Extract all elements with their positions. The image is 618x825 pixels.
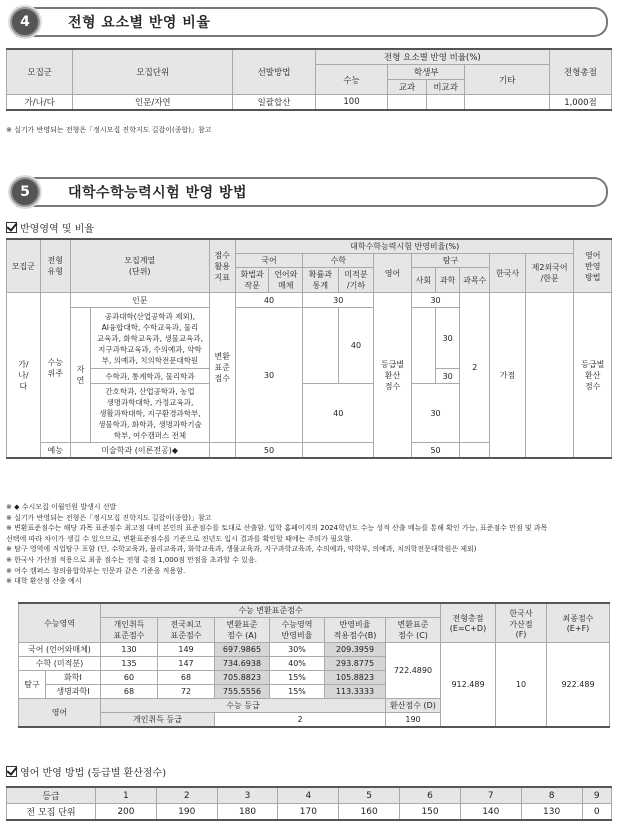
row-area: 국어 (언어와매체) — [19, 643, 101, 657]
col-korean-1: 화법과 작문 — [235, 268, 269, 293]
cell-total: 1,000점 — [549, 95, 611, 111]
col-group: 모집군 — [7, 49, 73, 95]
note-line: ※ 여수 캠퍼스 창의융합학부는 인문과 같은 기준을 적용함. — [6, 566, 186, 575]
col-history: 한국사 — [490, 254, 526, 293]
col-korean-2: 언어와 매체 — [269, 268, 303, 293]
row-label: 전 모집 단위 — [7, 804, 96, 821]
cell-second-language — [525, 293, 574, 459]
cell-c6: 722.4890 — [386, 643, 441, 699]
cell-m1-jayeon — [303, 308, 339, 384]
col-area: 수능영역 — [19, 603, 101, 643]
grade-2: 2 — [156, 787, 217, 804]
col-final: 최종점수 (E+F) — [547, 603, 610, 643]
row-c4: 40% — [270, 657, 325, 671]
row-c4: 15% — [270, 671, 325, 685]
note-line: ※ 탐구 영역에 직업탐구 포함 (단, 수학교육과, 물리교육과, 화학교육과, 생물교육과, 지구과학교육과, 수의예과, 약학부, 의예과, 치의학전문대학원은 제외) — [6, 545, 477, 554]
element-ratio-table — [6, 48, 612, 111]
cell-inquiry: 탐구 — [19, 671, 46, 699]
row-c5: 113.3333 — [325, 685, 386, 699]
score-2: 190 — [156, 804, 217, 821]
score-6: 150 — [400, 804, 461, 821]
checkbox-icon — [6, 222, 17, 233]
grade-1: 1 — [96, 787, 157, 804]
row-c3: 697.9865 — [215, 643, 270, 657]
col-subject: 교과 — [388, 80, 427, 95]
col-total: 전형총점 — [549, 49, 611, 95]
checkbox-icon — [6, 766, 17, 777]
section-5-number: 5 — [10, 177, 40, 207]
cell-k-jayeon: 30 — [235, 308, 302, 443]
example-calc-table — [18, 602, 610, 728]
section-5-title: 대학수학능력시험 반영 방법 — [68, 185, 248, 201]
cell-suneung: 100 — [315, 95, 387, 111]
row-c2: 147 — [158, 657, 215, 671]
col-record: 학생부 — [388, 65, 465, 80]
row-c1: 135 — [101, 657, 158, 671]
col-unit: 모집단위 — [73, 49, 233, 95]
cell-i-jayeon-1: 30 — [435, 308, 459, 369]
col-nonsubject: 비교과 — [426, 80, 465, 95]
cell-final: 922.489 — [547, 643, 610, 728]
score-8: 130 — [521, 804, 582, 821]
cell-eng-grade: 2 — [215, 713, 386, 728]
col-conv: 수능 변환표준점수 — [101, 603, 441, 618]
grade-6: 6 — [400, 787, 461, 804]
cell-i-jayeon-3: 30 — [411, 384, 460, 443]
cell-jayeon-3: 간호학과, 산업공학과, 농업 생명과학대학, 가정교육과, 생활과학대학, 지구환경과학부, 생물학과, 화학과, 생명과학기술 학부, 여수캠퍼스 전체 — [91, 384, 210, 443]
col-grade: 등급 — [7, 787, 96, 804]
cell-art-type: 예능 — [40, 443, 70, 459]
col-c1: 개인취득 표준점수 — [101, 618, 158, 643]
score-4: 170 — [278, 804, 339, 821]
score-1: 200 — [96, 804, 157, 821]
col-korean: 국어 — [235, 254, 302, 268]
cell-group: 가/나/다 — [7, 95, 73, 111]
col-inquiry: 탐구 — [411, 254, 490, 268]
col-second-language: 제2외국어 /한문 — [525, 254, 574, 293]
cell-eng-h3: 개인취득 등급 — [101, 713, 215, 728]
row-c3: 705.8823 — [215, 671, 270, 685]
grade-3: 3 — [217, 787, 278, 804]
grade-5: 5 — [339, 787, 400, 804]
cell-art-count — [460, 443, 490, 459]
row-c1: 60 — [101, 671, 158, 685]
cell-art-score — [209, 443, 235, 459]
col-math-1: 확률과 통계 — [303, 268, 339, 293]
row-area: 생명과학Ⅰ — [46, 685, 101, 699]
cell-i1-jayeon — [411, 308, 435, 384]
cell-inmun: 인문 — [70, 293, 209, 308]
col-science: 과학 — [435, 268, 459, 293]
cell-method: 일괄합산 — [233, 95, 316, 111]
cell-unit: 인문/자연 — [73, 95, 233, 111]
cell-i-jayeon-2: 30 — [435, 369, 459, 384]
cell-k-inmun: 40 — [235, 293, 302, 308]
subsection-english-label: 영어 반영 방법 (등급별 환산점수) — [20, 768, 167, 779]
subsection-ratio-label: 반영영역 및 비율 — [20, 224, 94, 235]
row-c5: 293.8775 — [325, 657, 386, 671]
cell-m-inmun: 30 — [303, 293, 374, 308]
col-type: 전형 유형 — [40, 239, 70, 293]
cell-jayeon-2: 수학과, 통계학과, 물리학과 — [91, 369, 210, 384]
col-c4: 수능영역 반영비율 — [270, 618, 325, 643]
col-c3: 변환표준 점수 (A) — [215, 618, 270, 643]
row-area: 수학 (미적분) — [19, 657, 101, 671]
cell-art: 미술학과 (이론전공)◆ — [70, 443, 209, 459]
grade-8: 8 — [521, 787, 582, 804]
cell-m-art — [303, 443, 374, 459]
cell-english: 등급별 환산 점수 — [374, 293, 411, 459]
english-grade-table — [6, 786, 612, 821]
row-c1: 130 — [101, 643, 158, 657]
row-c2: 68 — [158, 671, 215, 685]
col-other: 기타 — [465, 65, 549, 95]
section-4-number: 4 — [10, 7, 40, 37]
cell-history: 가점 — [490, 293, 526, 459]
notes-2 — [6, 502, 612, 587]
cell-i-art: 50 — [411, 443, 460, 459]
cell-jayeon: 자 연 — [70, 308, 91, 443]
row-c2: 149 — [158, 643, 215, 657]
cell-hist: 10 — [496, 643, 547, 728]
subsection-ratio — [6, 220, 94, 235]
row-c2: 72 — [158, 685, 215, 699]
cell-subject — [388, 95, 427, 111]
note-line: ※ 변환표준점수는 해당 과목 표준점수 최고점 대비 본인의 표준점수를 토대로 산출함. 입학 홈페이지의 2024학년도 수능 성적 산출 메뉴를 통해 확인 가능, 표준점수 만점 및 과목 — [6, 524, 548, 533]
col-math-2: 미적분 /기하 — [338, 268, 374, 293]
subsection-english — [6, 764, 166, 779]
cell-type: 수능 위주 — [40, 293, 70, 443]
cell-eng-score: 190 — [386, 713, 441, 728]
cell-k-art: 50 — [235, 443, 302, 459]
cell-total: 912.489 — [441, 643, 496, 728]
score-7: 140 — [460, 804, 521, 821]
note-line: ※ 대학 환산점 산출 예시 — [6, 577, 82, 586]
row-c3: 734.6938 — [215, 657, 270, 671]
col-math: 수학 — [303, 254, 374, 268]
row-c3: 755.5556 — [215, 685, 270, 699]
cell-eng-method: 등급별 환산 점수 — [574, 293, 612, 459]
cell-jayeon-1: 공과대학(산업공학과 제외), AI융합대학, 수학교육과, 물리 교육과, 화학교육과, 생물교육과, 지구과학교육과, 수의예과, 약학 부, 의예과, 치의학전문대학원 — [91, 308, 210, 369]
col-c6: 변환표준 점수 (C) — [386, 618, 441, 643]
cell-eng-h1: 수능 등급 — [101, 699, 386, 713]
cell-eng: 영어 — [19, 699, 101, 728]
row-c5: 105.8823 — [325, 671, 386, 685]
score-3: 180 — [217, 804, 278, 821]
col-unit: 모집계열 (단위) — [70, 239, 209, 293]
section-4-header — [4, 6, 612, 38]
col-eng-method: 영어 반영 방법 — [574, 239, 612, 293]
col-hist: 한국사 가산점 (F) — [496, 603, 547, 643]
cell-score-index: 변환 표준 점수 — [209, 293, 235, 443]
col-group: 모집군 — [7, 239, 41, 293]
col-method: 선발방법 — [233, 49, 316, 95]
col-subject-count: 과목수 — [460, 268, 490, 293]
note-line: ※ 한국사 가산점 적용으로 최종 점수는 전형 총점 1,000점 만점을 초과할 수 있음. — [6, 555, 257, 564]
row-c1: 68 — [101, 685, 158, 699]
cell-subject-count: 2 — [460, 293, 490, 443]
note-line: 선택에 따라 차이가 생길 수 있으므로, 변환표준점수를 기준으로 전년도 입시 결과를 확인할 때에는 주의가 필요함. — [6, 534, 353, 543]
col-c5: 반영비율 적용점수(B) — [325, 618, 386, 643]
row-area: 화학Ⅰ — [46, 671, 101, 685]
section-5-header — [4, 176, 612, 208]
col-c2: 전국최고 표준점수 — [158, 618, 215, 643]
col-english: 영어 — [374, 254, 411, 293]
row-c5: 209.3959 — [325, 643, 386, 657]
cell-m2-jayeon-1: 40 — [338, 308, 374, 384]
score-9: 0 — [582, 804, 612, 821]
cell-nonsubject — [426, 95, 465, 111]
col-suneung: 수능 — [315, 65, 387, 95]
grade-4: 4 — [278, 787, 339, 804]
col-total: 전형총점 (E=C+D) — [441, 603, 496, 643]
col-ratio: 대학수학능력시험 반영비율(%) — [235, 239, 574, 254]
col-ratio: 전형 요소별 반영 비율(%) — [315, 49, 549, 65]
cell-m-jayeon-3: 40 — [303, 384, 374, 443]
note-line: ※ ◆ 수시모집 이월인원 발생시 선발 — [6, 503, 117, 511]
cell-group: 가/ 나/ 다 — [7, 293, 41, 459]
grade-7: 7 — [460, 787, 521, 804]
col-social: 사회 — [411, 268, 435, 293]
suneung-ratio-table — [6, 238, 612, 459]
grade-9: 9 — [582, 787, 612, 804]
note-1: ※ 실기가 반영되는 전형은「정시모집 진학지도 길잡이(종합)」참고 — [6, 126, 212, 134]
section-4-title: 전형 요소별 반영 비율 — [68, 15, 211, 31]
row-c4: 15% — [270, 685, 325, 699]
cell-i-inmun: 30 — [411, 293, 460, 308]
col-score-index: 점수 활용 지표 — [209, 239, 235, 293]
cell-eng-h2: 환산점수 (D) — [386, 699, 441, 713]
row-c4: 30% — [270, 643, 325, 657]
cell-other — [465, 95, 549, 111]
score-5: 160 — [339, 804, 400, 821]
note-line: ※ 실기가 반영되는 전형은「정시모집 진학지도 길잡이(종합)」참고 — [6, 513, 212, 522]
